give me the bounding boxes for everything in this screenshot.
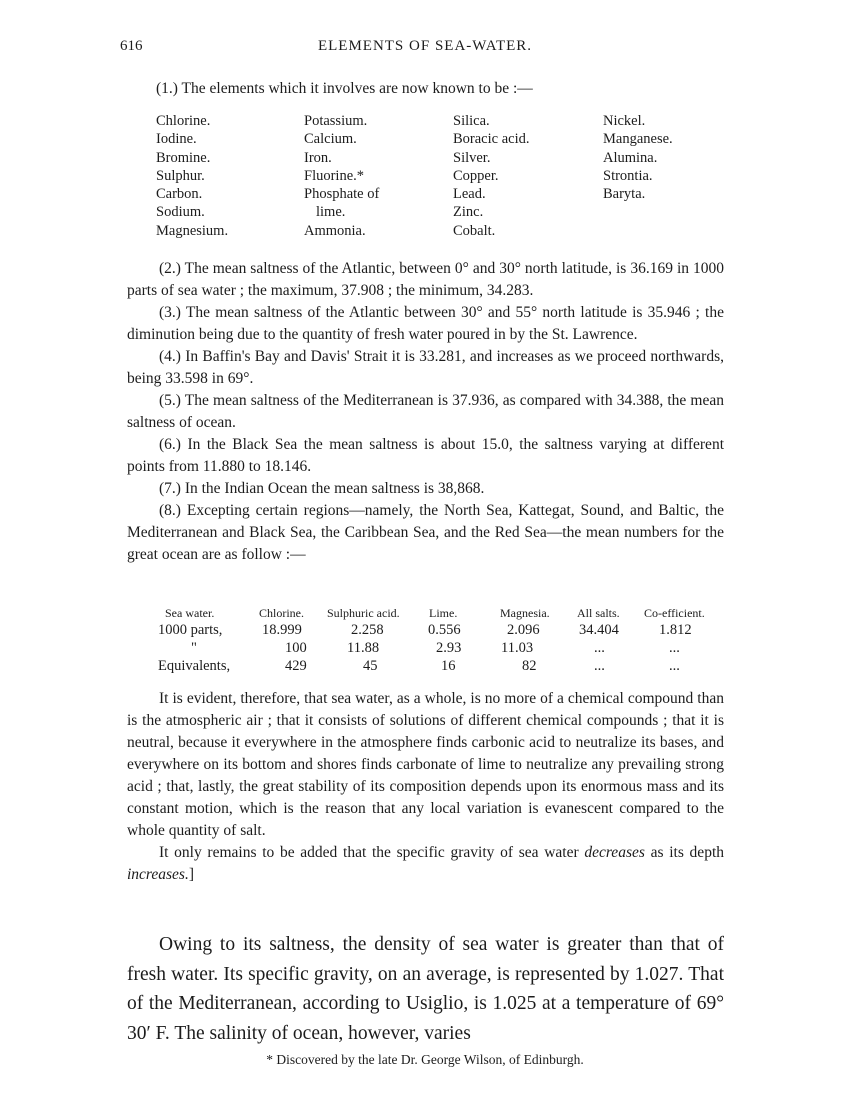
- table-cell: 1.812: [659, 622, 692, 638]
- element-item: Magnesium.: [156, 222, 229, 239]
- element-item: Baryta.: [603, 186, 646, 203]
- element-item: Lead.: [453, 186, 486, 203]
- elements-column-3: [453, 112, 530, 240]
- element-item: Nickel.: [603, 113, 646, 129]
- specific-gravity-paragraph: [127, 842, 724, 886]
- table-cell: 1000 parts,: [158, 622, 223, 638]
- element-item: Calcium.: [304, 131, 357, 148]
- emphasis-text: decreases: [584, 844, 645, 861]
- table-cell: 11.88: [347, 640, 380, 656]
- page-header: [120, 38, 730, 60]
- element-item: Silver.: [453, 149, 491, 166]
- paragraph-8: (8.) Excepting certain regions—namely, the North Sea, Kattegat, Sound, and Baltic, the Mediterranean and Black Sea, the Caribbean Sea, and the Red Sea—the mean numbers for the great ocean are as follow :—: [127, 502, 724, 563]
- element-item: Cobalt.: [453, 222, 496, 239]
- elements-column-2: [304, 112, 379, 240]
- table-header: Magnesia.: [500, 606, 550, 620]
- table-cell: ...: [594, 658, 605, 674]
- closing-paragraphs: [127, 688, 724, 886]
- table-cell: 34.404: [579, 622, 619, 638]
- main-body-text: [127, 930, 724, 1048]
- element-item: Fluorine.*: [304, 167, 365, 184]
- elements-column-4: [603, 112, 673, 203]
- element-item: Boracic acid.: [453, 131, 530, 148]
- element-item: Strontia.: [603, 167, 653, 184]
- main-paragraph: Owing to its saltness, the density of sea water is greater than that of fresh water. Its specific gravity, on an average, is represented by 1.027. That of the Mediterranean, according to Usiglio, is 1.025 at a temperature of 69° 30′ F. The salinity of ocean, however, varies: [127, 934, 724, 1044]
- element-item: Silica.: [453, 113, 490, 129]
- element-item: Iron.: [304, 149, 332, 166]
- table-cell: 2.93: [436, 640, 462, 656]
- table-cell: 16: [441, 658, 456, 674]
- page-number: 616: [120, 38, 143, 54]
- element-item: Sulphur.: [156, 167, 205, 184]
- table-cell: 2.096: [507, 622, 540, 638]
- numbered-paragraphs: [127, 258, 724, 566]
- table-header: Sea water.: [165, 606, 215, 620]
- conclusion-paragraph: It is evident, therefore, that sea water, as a whole, is no more of a chemical compound than is the atmospheric air ; that it consists of solutions of different chemical compounds ; that it is neutral, because it everywhere in the atmosphere finds carbonic acid to neutralize its bases, and everywhere on its bottom and shores finds carbonate of lime to neutralize any prevailing strong acid ; that, lastly, the great stability of its composition depends upon its enormous mass and its constant motion, which is the reason that any local variation is evanescent compared to the whole quantity of salt.: [127, 690, 724, 839]
- table-cell: 82: [522, 658, 537, 674]
- text-run: ]: [188, 866, 195, 883]
- table-cell: Equivalents,: [158, 658, 231, 674]
- elements-intro: (1.) The elements which it involves are now known to be :—: [156, 80, 533, 97]
- table-header: Co-efficient.: [644, 606, 705, 620]
- paragraph-4: (4.) In Baffin's Bay and Davis' Strait it is 33.281, and increases as we proceed northwards, being 33.598 in 69°.: [127, 348, 724, 387]
- element-item: Copper.: [453, 167, 499, 184]
- element-item: Carbon.: [156, 186, 203, 203]
- paragraph-3: (3.) The mean saltness of the Atlantic between 30° and 55° north latitude is 35.946 ; the diminution being due to the quantity of fresh water poured in by the St. Lawrence.: [127, 304, 724, 343]
- element-item: Iodine.: [156, 131, 197, 148]
- elements-list: [156, 112, 716, 242]
- table-cell: 0.556: [428, 622, 461, 638]
- table-cell: ...: [594, 640, 605, 656]
- footnote: * Discovered by the late Dr. George Wilson, of Edinburgh.: [266, 1052, 584, 1067]
- table-cell: 18.999: [262, 622, 302, 638]
- table-header: Chlorine.: [259, 606, 304, 620]
- table-header: Sulphuric acid.: [327, 606, 400, 620]
- element-item: Chlorine.: [156, 113, 211, 129]
- table-cell: 100: [285, 640, 307, 656]
- element-item: Bromine.: [156, 149, 211, 166]
- paragraph-2: (2.) The mean saltness of the Atlantic, between 0° and 30° north latitude, is 36.169 in 1000 parts of sea water ; the maximum, 37.908 ; the minimum, 34.283.: [127, 260, 724, 299]
- composition-table: [155, 604, 725, 674]
- element-item: Zinc.: [453, 204, 484, 221]
- table-cell: ...: [669, 658, 680, 674]
- table-cell: ...: [669, 640, 680, 656]
- emphasis-text: increases.: [127, 866, 189, 883]
- elements-column-1: [156, 112, 228, 240]
- table-cell: 11.03: [501, 640, 534, 656]
- table-header: Lime.: [429, 606, 458, 620]
- element-item: lime.: [316, 204, 346, 221]
- paragraph-7: (7.) In the Indian Ocean the mean saltness is 38,868.: [159, 480, 485, 497]
- table-cell: ": [191, 640, 197, 656]
- element-item: Alumina.: [603, 149, 658, 166]
- running-title: ELEMENTS OF SEA-WATER.: [317, 38, 533, 54]
- element-item: Potassium.: [304, 113, 368, 129]
- paragraph-6: (6.) In the Black Sea the mean saltness is about 15.0, the saltness varying at different points from 11.880 to 18.146.: [127, 436, 724, 475]
- table-cell: 45: [363, 658, 378, 674]
- table-header: All salts.: [577, 606, 620, 620]
- element-item: Phosphate of: [304, 186, 380, 203]
- paragraph-5: (5.) The mean saltness of the Mediterranean is 37.936, as compared with 34.388, the mean saltness of ocean.: [127, 392, 724, 431]
- table-cell: 2.258: [351, 622, 384, 638]
- table-cell: 429: [285, 658, 307, 674]
- element-item: Sodium.: [156, 204, 205, 221]
- text-run: as its depth: [644, 844, 724, 861]
- element-item: Ammonia.: [304, 222, 366, 239]
- element-item: Manganese.: [603, 131, 673, 148]
- text-run: It only remains to be added that the specific gravity of sea water: [159, 844, 585, 861]
